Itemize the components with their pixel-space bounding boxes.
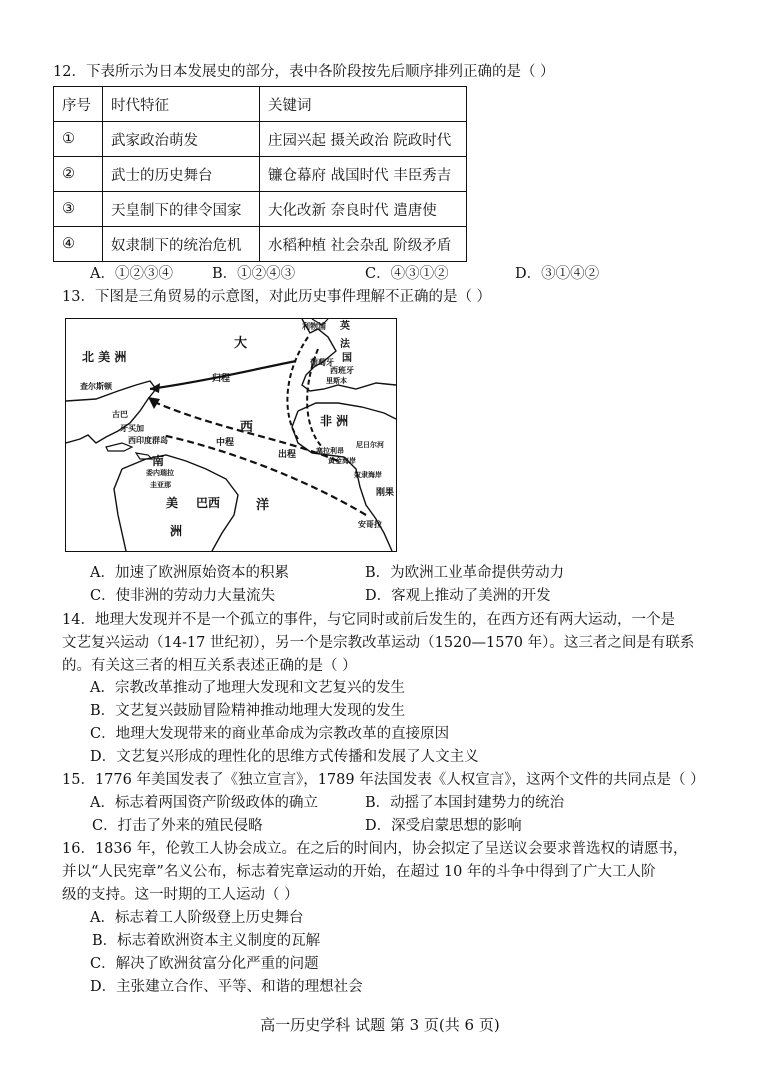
map-label-gold-coast: 黄金海岸 <box>328 457 356 465</box>
table-row <box>54 157 467 192</box>
table-cell: 天皇制下的律令国家 <box>103 192 260 227</box>
map-label-cuba: 古巴 <box>112 410 128 419</box>
q15-option-a[interactable]: A．标志着两国资产阶级政体的确立 <box>90 795 318 811</box>
caribbean-islands <box>106 443 152 459</box>
q14-stem-line-1: 14．地理大发现并不是一个孤立的事件，与它同时或前后发生的，在西方还有两大运动，一个是 <box>62 612 675 628</box>
map-label-britain: 英 <box>340 321 350 332</box>
q12-option-a[interactable]: A．①②③④ <box>90 266 173 282</box>
q12-option-b[interactable]: B．①②④③ <box>212 266 296 282</box>
table-cell: ④ <box>54 227 103 262</box>
q13-option-c[interactable]: C．使非洲的劳动力大量流失 <box>90 588 276 604</box>
map-label-mei: 美 <box>166 496 179 510</box>
q13-option-d[interactable]: D．客观上推动了美洲的开发 <box>365 588 551 604</box>
map-label-middle: 中程 <box>216 438 235 448</box>
table-cell: 水稻种植 社会杂乱 阶级矛盾 <box>260 227 467 262</box>
q16-option-d[interactable]: D．主张建立合作、平等、和谐的理想社会 <box>90 979 363 995</box>
q16-option-a[interactable]: A．标志着工人阶级登上历史舞台 <box>90 910 304 926</box>
map-label-guiana: 圭亚那 <box>150 481 171 489</box>
map-label-africa: 非 洲 <box>320 414 349 428</box>
q15-option-d[interactable]: D．深受启蒙思想的影响 <box>365 818 522 834</box>
q12-option-c[interactable]: C．④③①② <box>365 266 449 282</box>
map-label-liverpool: 利物浦 <box>302 322 326 331</box>
triangle-trade-map-svg <box>66 319 396 551</box>
table-cell: 大化改新 奈良时代 遣唐使 <box>260 192 467 227</box>
map-label-outward: 出程 <box>278 450 297 460</box>
q13-stem: 13．下图是三角贸易的示意图，对此历史事件理解不正确的是（ ） <box>62 289 492 305</box>
q16-stem-line-1: 16．1836 年，伦敦工人协会成立。在之后的时间内，协会拟定了呈送议会要求普选权的请愿书， <box>62 841 688 857</box>
q16-option-b[interactable]: B．标志着欧洲资本主义制度的瓦解 <box>92 933 321 949</box>
q13-option-a[interactable]: A．加速了欧洲原始资本的积累 <box>90 565 289 581</box>
map-label-venezuela: 委内瑞拉 <box>146 469 174 477</box>
table-row <box>54 192 467 227</box>
q14-option-d[interactable]: D．文艺复兴形成的理性化的思维方式传播和发展了人文主义 <box>90 749 479 765</box>
q15-option-b[interactable]: B．动摇了本国封建势力的统治 <box>365 795 565 811</box>
map-label-country: 国 <box>342 353 352 364</box>
q14-option-a[interactable]: A．宗教改革推动了地理大发现和文艺复兴的发生 <box>90 680 405 696</box>
table-cell: ③ <box>54 192 103 227</box>
table-header-cell: 关键词 <box>260 87 467 122</box>
table-cell: 镰仓幕府 战国时代 丰臣秀吉 <box>260 157 467 192</box>
map-label-congo: 刚果 <box>376 488 395 498</box>
map-label-north-america: 北 美 洲 <box>82 350 127 364</box>
japan-history-table <box>53 86 467 262</box>
q14-stem-line-3: 的。有关这三者的相互关系表述正确的是（ ） <box>62 658 357 674</box>
table-header-cell: 序号 <box>54 87 103 122</box>
map-label-yang: 洋 <box>256 498 270 513</box>
triangle-trade-map <box>65 318 397 552</box>
table-row <box>54 227 467 262</box>
q16-stem-line-2: 并以“人民宪章”名义公布，标志着宪章运动的开始，在超过 10 年的斗争中得到了广大工人阶 <box>62 864 656 880</box>
map-label-lisbon: 里斯本 <box>326 377 347 385</box>
page-footer: 高一历史学科 试题 第 3 页(共 6 页) <box>260 1016 500 1034</box>
q14-stem-line-2: 文艺复兴运动（14-17 世纪初），另一个是宗教改革运动（1520—1570 年）。这三者之间是有联系 <box>62 635 695 651</box>
q15-stem: 15．1776 年美国发表了《独立宣言》，1789 年法国发表《人权宣言》，这两个文件的共同点是（ ） <box>62 772 705 788</box>
table-cell: ② <box>54 157 103 192</box>
q12-stem: 12．下表所示为日本发展史的部分，表中各阶段按先后顺序排列正确的是（ ） <box>53 64 555 80</box>
map-label-da: 大 <box>234 336 248 351</box>
table-header-cell: 时代特征 <box>103 87 260 122</box>
map-label-zhou-south: 洲 <box>170 524 183 538</box>
map-label-return: 归程 <box>212 374 231 384</box>
table-cell: 武士的历史舞台 <box>103 157 260 192</box>
table-cell: 庄园兴起 摄关政治 院政时代 <box>260 122 467 157</box>
table-cell: 奴隶制下的统治危机 <box>103 227 260 262</box>
table-cell: 武家政治萌发 <box>103 122 260 157</box>
map-label-brazil: 巴西 <box>196 496 221 510</box>
table-cell: ① <box>54 122 103 157</box>
q16-option-c[interactable]: C．解决了欧洲贫富分化严重的问题 <box>90 956 319 972</box>
map-label-charleston: 查尔斯顿 <box>80 382 112 391</box>
map-label-sierra-leone: 塞拉利昂 <box>316 447 344 455</box>
q14-option-c[interactable]: C．地理大发现带来的商业革命成为宗教改革的直接原因 <box>90 726 450 742</box>
map-label-west-indies: 西印度群岛 <box>128 436 168 445</box>
map-label-south: 南 <box>152 454 165 468</box>
table-row <box>54 122 467 157</box>
map-label-slave-coast: 奴隶海岸 <box>354 471 382 479</box>
map-label-jamaica: 牙买加 <box>120 424 144 433</box>
table-header-row <box>54 87 467 122</box>
map-label-niger: 尼日尔河 <box>356 441 384 449</box>
map-label-angola: 安哥拉 <box>358 520 382 529</box>
q16-stem-line-3: 级的支持。这一时期的工人运动（ ） <box>62 887 299 903</box>
q12-option-d[interactable]: D．③①④② <box>515 266 600 282</box>
map-label-spain: 西班牙 <box>330 366 354 375</box>
map-label-portugal: 葡萄牙 <box>310 358 334 367</box>
q14-option-b[interactable]: B．文艺复兴鼓励冒险精神推动地理大发现的发生 <box>90 703 406 719</box>
map-label-xi: 西 <box>240 420 254 435</box>
q13-option-b[interactable]: B．为欧洲工业革命提供劳动力 <box>365 565 565 581</box>
q15-option-c[interactable]: C．打击了外来的殖民侵略 <box>92 818 263 834</box>
map-label-france: 法 <box>340 339 350 350</box>
